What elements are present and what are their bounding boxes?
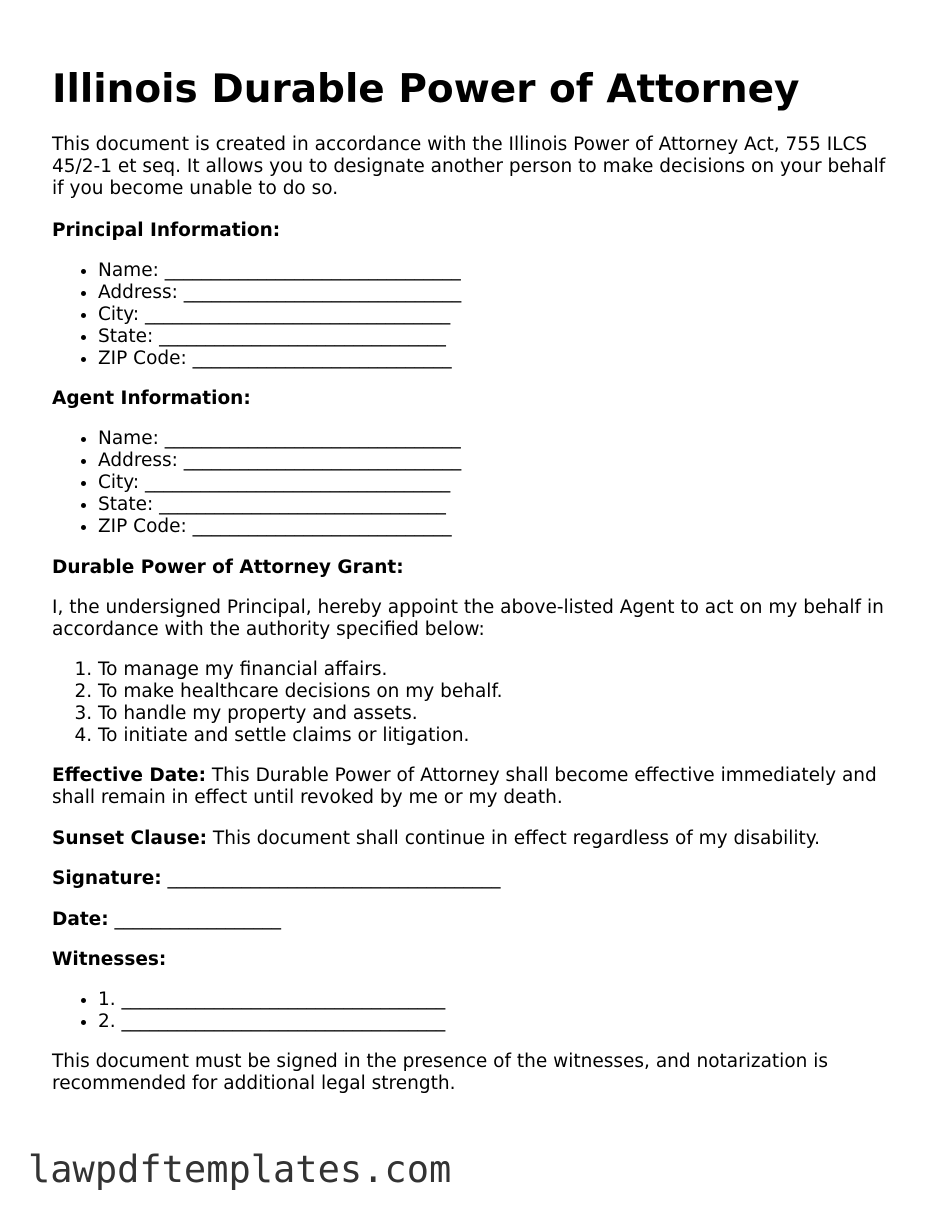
agent-state-field: • State: _______________________________ [98, 494, 461, 516]
witness-line: • 1. ___________________________________ [98, 989, 445, 1011]
effective-date-text: This Durable Power of Attorney shall become effective immediately and shall remain in effect until revoked by me or my death. [52, 765, 877, 808]
power-item: 3. To handle my property and assets. [98, 703, 503, 725]
principal-zip-field: • ZIP Code: ____________________________ [98, 348, 461, 370]
agent-name-field: • Name: ________________________________ [98, 428, 461, 450]
agent-zip-field: • ZIP Code: ____________________________ [98, 516, 461, 538]
date-blank: __________________ [108, 909, 282, 930]
intro-paragraph: This document is created in accordance with the Illinois Power of Attorney Act, 755 ILCS 45/2-1 et seq. It allows you to designate another person to make decisions on your behalf if you become unable to do so. [52, 134, 886, 199]
principal-address-field: • Address: ______________________________ [98, 282, 461, 304]
signature-blank: ____________________________________ [161, 868, 501, 889]
agent-address-field: • Address: ______________________________ [98, 450, 461, 472]
date-label: Date: [52, 909, 109, 930]
powers-list [52, 659, 503, 747]
signature-label: Signature: [52, 868, 162, 889]
grant-heading: Durable Power of Attorney Grant: [52, 557, 404, 578]
sunset-clause-text: This document shall continue in effect regardless of my disability. [207, 828, 820, 849]
agent-city-field: • City: _________________________________ [98, 472, 461, 494]
principal-name-field: • Name: ________________________________ [98, 260, 461, 282]
grant-paragraph: I, the undersigned Principal, hereby appoint the above-listed Agent to act on my behalf in accordance with the authority specified below: [52, 597, 884, 640]
power-item: 4. To initiate and settle claims or litigation. [98, 725, 503, 747]
document-title: Illinois Durable Power of Attorney [52, 67, 800, 112]
principal-heading: Principal Information: [52, 220, 281, 241]
effective-date-label: Effective Date: [52, 765, 206, 786]
agent-fields-list [52, 428, 461, 538]
sunset-clause-paragraph [52, 828, 892, 850]
power-item: 2. To make healthcare decisions on my behalf. [98, 681, 503, 703]
signature-line [52, 868, 892, 890]
effective-date-paragraph [52, 765, 892, 809]
principal-state-field: • State: _______________________________ [98, 326, 461, 348]
witness-line: • 2. ___________________________________ [98, 1011, 445, 1033]
agent-heading: Agent Information: [52, 388, 251, 409]
footer-watermark: lawpdftemplates.com [28, 1148, 452, 1191]
closing-paragraph: This document must be signed in the presence of the witnesses, and notarization is recommended for additional legal strength. [52, 1051, 829, 1094]
sunset-clause-label: Sunset Clause: [52, 828, 208, 849]
power-item: 1. To manage my financial affairs. [98, 659, 503, 681]
principal-fields-list [52, 260, 461, 370]
witnesses-list [52, 989, 445, 1033]
date-line [52, 909, 892, 931]
principal-city-field: • City: _________________________________ [98, 304, 461, 326]
witnesses-heading: Witnesses: [52, 949, 167, 970]
